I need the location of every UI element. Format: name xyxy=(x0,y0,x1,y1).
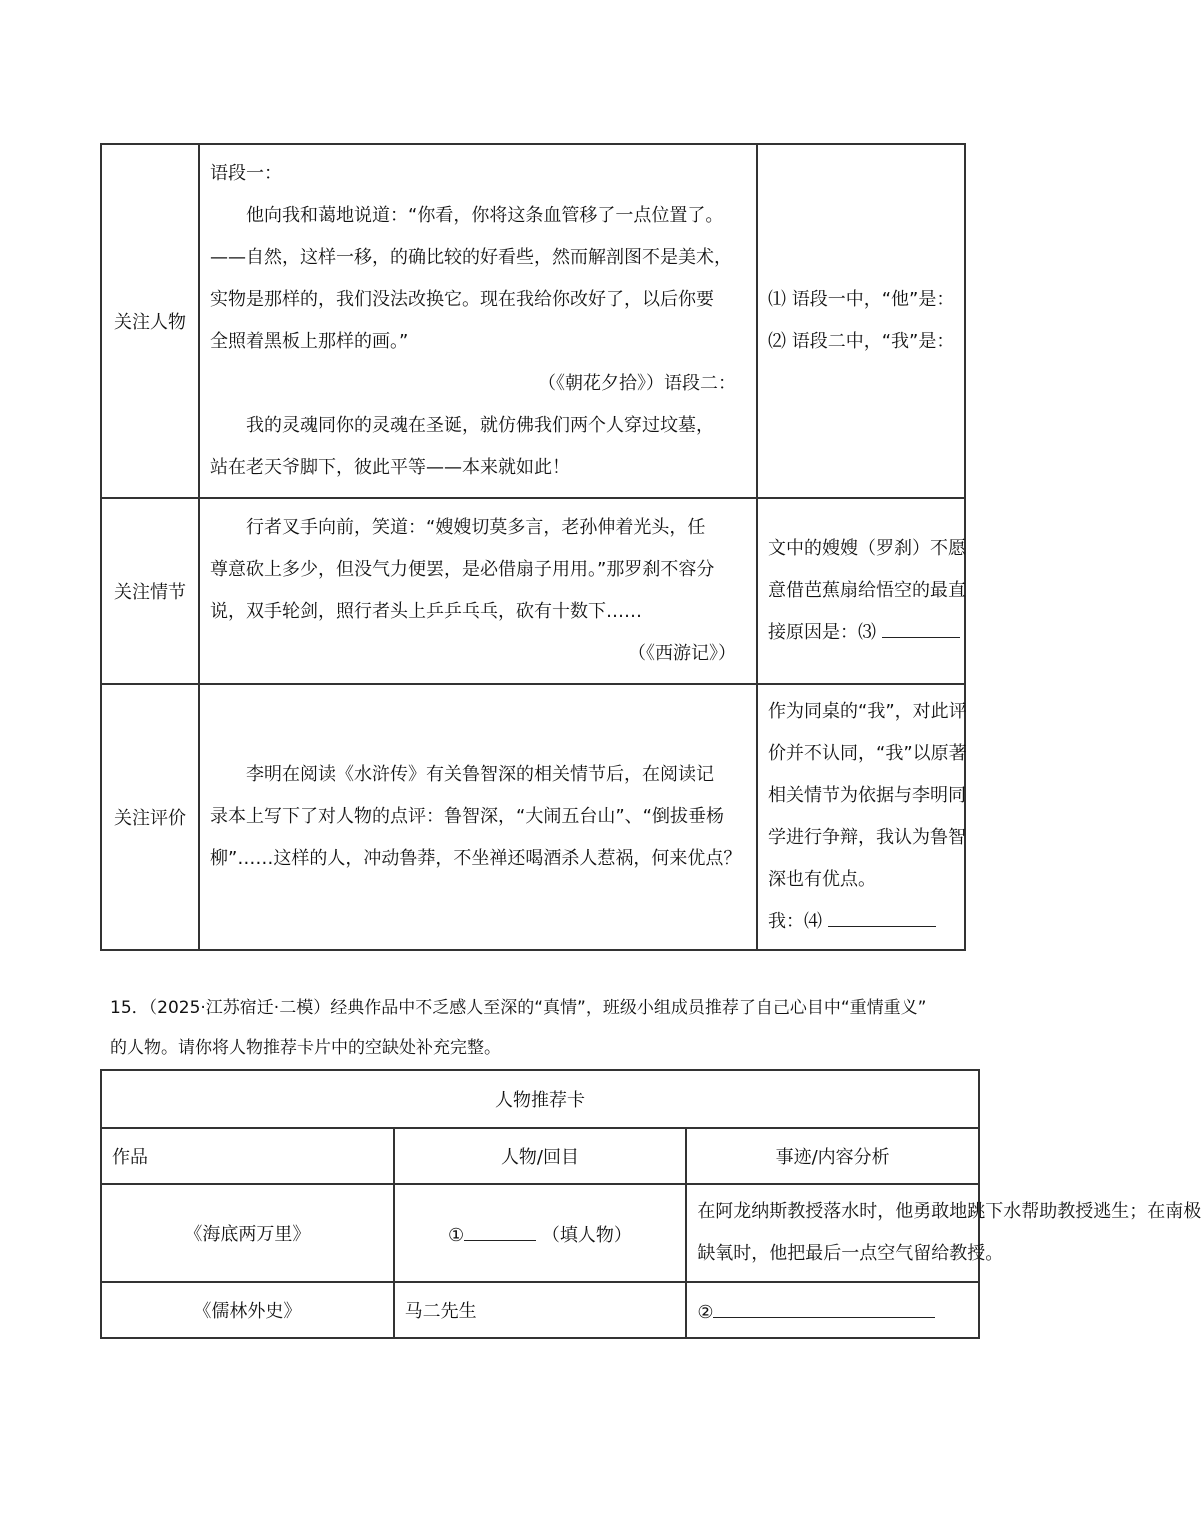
answer-text: 我：⑷ xyxy=(768,911,822,932)
passage-line: 说，双手轮剑，照行者头上乒乒乓乓，砍有十数下…… xyxy=(210,601,642,622)
answer-text: 接原因是：⑶ xyxy=(768,622,876,643)
card-row xyxy=(101,1282,979,1338)
passage-source: （《朝花夕拾》）语段二： xyxy=(538,373,736,394)
passage-line: 录本上写下了对人物的点评：鲁智深，“大闹五台山”、“倒拔垂杨 xyxy=(210,806,724,827)
passage-line: ——自然，这样一移，的确比较的好看些，然而解剖图不是美术， xyxy=(210,247,732,268)
analysis-blank-2[interactable] xyxy=(713,1297,935,1318)
passage-line: 语段一： xyxy=(210,163,282,184)
person-hint: （填人物） xyxy=(541,1224,632,1246)
answer-text: 意借芭蕉扇给悟空的最直 xyxy=(768,580,966,601)
analysis-line: 在阿龙纳斯教授落水时，他勇敢地跳下水帮助教授逃生；在南极 xyxy=(697,1201,1201,1222)
passage-line: 全照着黑板上那样的画。” xyxy=(210,331,409,352)
passage-line: 站在老天爷脚下，彼此平等——本来就如此！ xyxy=(210,457,570,478)
passage-line: 尊意砍上多少，但没气力便罢，是必借扇子用用。”那罗刹不容分 xyxy=(210,559,715,580)
passage-line: 行者叉手向前，笑道：“嫂嫂切莫多言，老孙伸着光头，任 xyxy=(246,517,706,538)
question-1: ⑴ 语段一中，“他”是： xyxy=(768,289,955,310)
answer-cell-plot xyxy=(757,498,965,684)
reading-table xyxy=(100,143,966,951)
person-blank-1[interactable] xyxy=(464,1220,536,1241)
label-evaluation: 关注评价 xyxy=(101,684,199,950)
passage-line: 他向我和蔼地说道：“你看，你将这条血管移了一点位置了。 xyxy=(246,205,724,226)
card-header-row xyxy=(101,1128,979,1184)
label-character: 关注人物 xyxy=(101,144,199,498)
card-title: 人物推荐卡 xyxy=(101,1070,979,1128)
answer-text: 相关情节为依据与李明同 xyxy=(768,785,966,806)
analysis-cell xyxy=(686,1282,979,1338)
work-name: 《儒林外史》 xyxy=(101,1282,394,1338)
answer-blank-3[interactable] xyxy=(882,617,960,638)
header-person: 人物/回目 xyxy=(394,1128,687,1184)
row-character xyxy=(101,144,965,498)
question-15-line-1: 15．（2025·江苏宿迁·二模）经典作品中不乏感人至深的“真情”，班级小组成员推荐了自己心目中“重情重义” xyxy=(110,998,927,1018)
passage-line: 李明在阅读《水浒传》有关鲁智深的相关情节后，在阅读记 xyxy=(246,764,714,785)
answer-cell-evaluation xyxy=(757,684,965,950)
blank-mark-2: ② xyxy=(697,1302,714,1323)
passage-character xyxy=(199,144,757,498)
passage-line: 柳”……这样的人，冲动鲁莽，不坐禅还喝酒杀人惹祸，何来优点？ xyxy=(210,848,742,869)
passage-line: 我的灵魂同你的灵魂在圣诞，就仿佛我们两个人穿过坟墓， xyxy=(246,415,714,436)
blank-mark-1: ① xyxy=(448,1224,465,1246)
answer-text: 文中的嫂嫂（罗刹）不愿 xyxy=(768,538,966,559)
header-analysis: 事迹/内容分析 xyxy=(686,1128,979,1184)
passage-line: 实物是那样的，我们没法改换它。现在我给你改好了，以后你要 xyxy=(210,289,714,310)
row-evaluation xyxy=(101,684,965,950)
answer-text: 价并不认同，“我”以原著 xyxy=(768,743,967,764)
person-cell xyxy=(394,1184,687,1282)
label-plot: 关注情节 xyxy=(101,498,199,684)
card-row xyxy=(101,1184,979,1282)
person-name: 马二先生 xyxy=(394,1282,687,1338)
answer-cell-character xyxy=(757,144,965,498)
question-2: ⑵ 语段二中，“我”是： xyxy=(768,331,955,352)
analysis-cell xyxy=(686,1184,1201,1282)
answer-text: 学进行争辩，我认为鲁智 xyxy=(768,827,966,848)
answer-blank-4[interactable] xyxy=(828,906,936,927)
passage-source: （《西游记》） xyxy=(628,643,736,664)
work-name: 《海底两万里》 xyxy=(101,1184,394,1282)
answer-text: 作为同桌的“我”，对此评 xyxy=(768,701,967,722)
passage-evaluation xyxy=(199,684,757,950)
recommendation-card xyxy=(100,1069,1201,1339)
header-work: 作品 xyxy=(101,1128,394,1184)
analysis-line: 缺氧时，他把最后一点空气留给教授。 xyxy=(697,1243,1004,1264)
passage-plot xyxy=(199,498,757,684)
answer-text: 深也有优点。 xyxy=(768,869,876,890)
question-15-line-2: 的人物。请你将人物推荐卡片中的空缺处补充完整。 xyxy=(110,1038,501,1058)
row-plot xyxy=(101,498,965,684)
